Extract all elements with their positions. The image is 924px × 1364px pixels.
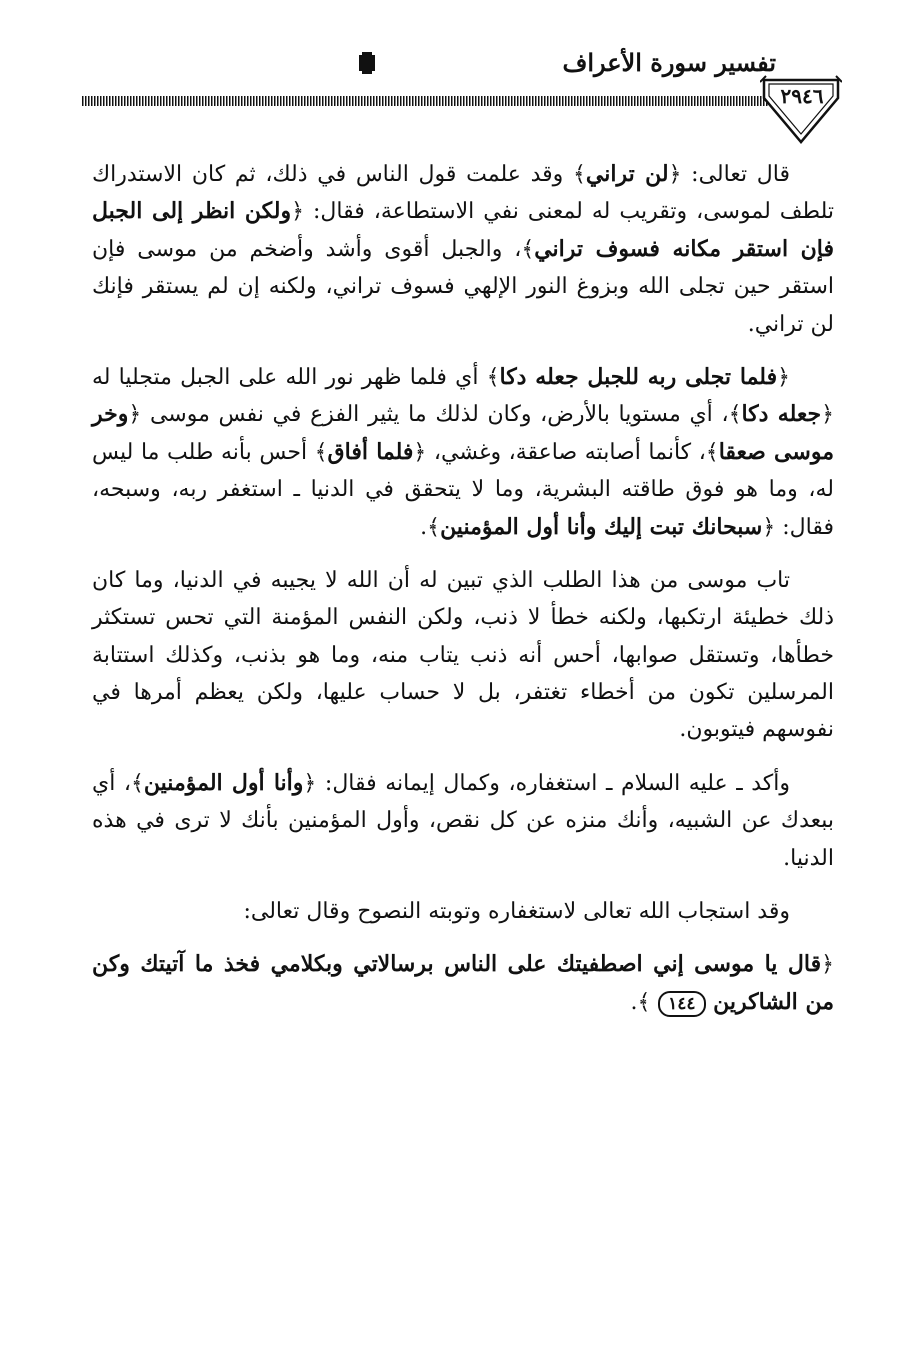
header-title: تفسير سورة الأعراف (562, 48, 776, 77)
text-run: أي فلما ظهر نور الله على الجبل متجليا له (92, 364, 487, 390)
text-run: ، أي مستويا بالأرض، وكان لذلك ما يثير الفزع في نفس موسى (141, 402, 729, 428)
quran-quote: ﴿فلما أفاق﴾ (314, 438, 427, 465)
quran-quote: ﴿سبحانك تبت إليك وأنا أول المؤمنين﴾ (427, 513, 776, 540)
text-run: تاب موسى من هذا الطلب الذي تبين له أن الله لا يجيبه في الدنيا، وما كان ذلك خطيئة ارتكبها، ولكنه خطأ لا ذنب، ولكن النفس المؤمنة التي تحس تستكثر خطأها، وتستقل صوابها، أحس أنه ذنب يتاب منه، وما هو بذنب، وكذلك استتابة المرسلين تكون من أخطاء تغتفر، بل لا حساب عليها، ولكن يعظم أمرها في نفوسهم فيتوبون. (92, 567, 834, 743)
text-run: ، كأنما أصابته صاعقة، وغشي، (426, 439, 706, 465)
text-run: قال تعالى: (681, 162, 790, 187)
text-run: وقد استجاب الله تعالى لاستغفاره وتوبته النصوح وقال تعالى: (243, 899, 790, 925)
paragraph-1 (92, 156, 834, 343)
quran-quote: ﴿جعله دكا﴾ (728, 401, 834, 428)
text-run: وأكد ـ عليه السلام ـ استغفاره، وكمال إيمانه فقال: (316, 770, 790, 796)
text-run: . (420, 514, 428, 540)
header-ornament-icon (358, 52, 376, 74)
text-run: ، أي ببعدك عن الشبيه، وأنك منزه عن كل نقص، وأول المؤمنين بأنك لا ترى في هذه الدنيا. (92, 770, 834, 871)
quran-quote: ﴿وأنا أول المؤمنين﴾ (131, 769, 317, 796)
quran-quote: ﴿قال يا موسى إني اصطفيتك على الناس برسالاتي وبكلامي فخذ ما آتيتك وكن من الشاكرين ١٤٤ ﴾ (92, 951, 834, 1015)
quran-quote: ﴿لن تراني﴾ (573, 161, 682, 187)
paragraph-5 (92, 893, 834, 930)
text-run: وقد علمت قول الناس في ذلك، ثم كان الاستدراك تلطف لموسى، وتقريب له لمعنى نفي الاستطاعة، فقال: (92, 162, 835, 225)
paragraph-2 (92, 359, 834, 546)
quran-quote: ﴿فلما تجلى ربه للجبل جعله دكا﴾ (486, 363, 790, 390)
page-number-badge-icon (760, 70, 842, 152)
ayah-number: ١٤٤ (658, 991, 705, 1017)
header-rule (82, 96, 772, 106)
paragraph-4 (92, 765, 834, 877)
text-run: ، والجبل أقوى وأشد وأضخم من موسى فإن استقر حين تجلى الله وبزوغ النور الإلهي فسوف تراني، ولكنه إن لم يستقر فإنك لن تراني. (92, 236, 834, 337)
text-run: . (630, 989, 638, 1015)
paragraph-6-verse (92, 946, 834, 1021)
page-number: ٢٩٤٦ (780, 84, 824, 108)
quran-quote: ﴿ولكن انظر إلى الجبل فإن استقر مكانه فسوف تراني﴾ (92, 198, 834, 262)
text-run: أحس بأنه طلب ما ليس له، وما هو فوق طاقته البشرية، وما لا يتحقق في الدنيا ـ استغفر ربه، وسبحه، فقال: (92, 439, 834, 540)
quran-quote: ﴿وخر موسى صعقا﴾ (92, 401, 834, 465)
page-body (92, 156, 834, 1037)
paragraph-3 (92, 562, 834, 749)
